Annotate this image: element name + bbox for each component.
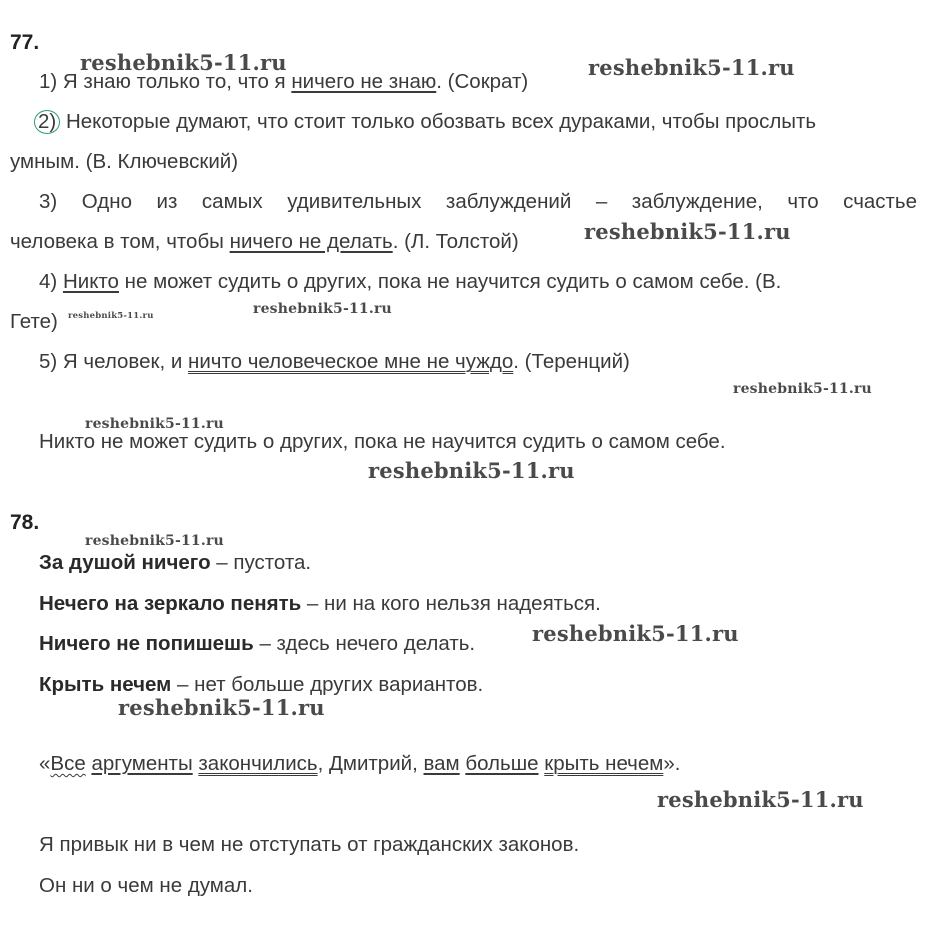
- example-1: Я привык ни в чем не отступать от гражданских законов.: [39, 833, 580, 856]
- task-78-sentence: «Все аргументы закончились, Дмитрий, вам больше крыть нечем».: [39, 752, 681, 775]
- idiom-1: За душой ничего – пустота.: [39, 551, 312, 574]
- task-78-number: 78.: [10, 511, 40, 534]
- task-77-item-2-cont: умным. (В. Ключевский): [10, 150, 239, 173]
- watermark: reshebnik5-11.ru: [584, 219, 791, 244]
- watermark: reshebnik5-11.ru: [588, 55, 795, 80]
- watermark: reshebnik5-11.ru: [68, 311, 154, 321]
- idiom-2: Нечего на зеркало пенять – ни на кого нельзя надеяться.: [39, 592, 601, 615]
- watermark: reshebnik5-11.ru: [118, 695, 325, 720]
- idiom-3: Ничего не попишешь – здесь нечего делать.: [39, 632, 476, 655]
- task-77-item-3-cont: человека в том, чтобы ничего не делать. (Л. Толстой): [10, 230, 519, 253]
- watermark: reshebnik5-11.ru: [80, 50, 287, 75]
- task-77-item-5: 5) Я человек, и ничто человеческое мне не чуждо. (Теренций): [39, 350, 630, 373]
- watermark: reshebnik5-11.ru: [532, 621, 739, 646]
- watermark: reshebnik5-11.ru: [253, 301, 392, 317]
- task-77-number: 77.: [10, 31, 40, 54]
- watermark: reshebnik5-11.ru: [733, 381, 872, 397]
- task-77-item-3: 3) Одно из самых удивительных заблуждений – заблуждение, что счастье: [39, 190, 917, 213]
- circled-number: 2): [34, 110, 60, 134]
- example-2: Он ни о чем не думал.: [39, 874, 253, 897]
- watermark: reshebnik5-11.ru: [85, 533, 224, 549]
- idiom-4: Крыть нечем – нет больше других вариантов.: [39, 673, 484, 696]
- task-77-item-2: 2) Некоторые думают, что стоит только обозвать всех дураками, чтобы прослыть: [39, 110, 816, 134]
- task-77-item-4-cont: Гете): [10, 310, 58, 333]
- task-77-item-4: 4) Никто не может судить о других, пока не научится судить о самом себе. (В.: [39, 270, 782, 293]
- watermark: reshebnik5-11.ru: [85, 416, 224, 432]
- task-77-item-1: 1) Я знаю только то, что я ничего не знаю. (Сократ): [39, 70, 529, 93]
- watermark: reshebnik5-11.ru: [368, 458, 575, 483]
- task-77-answer: Никто не может судить о других, пока не научится судить о самом себе.: [39, 430, 726, 453]
- watermark: reshebnik5-11.ru: [657, 787, 864, 812]
